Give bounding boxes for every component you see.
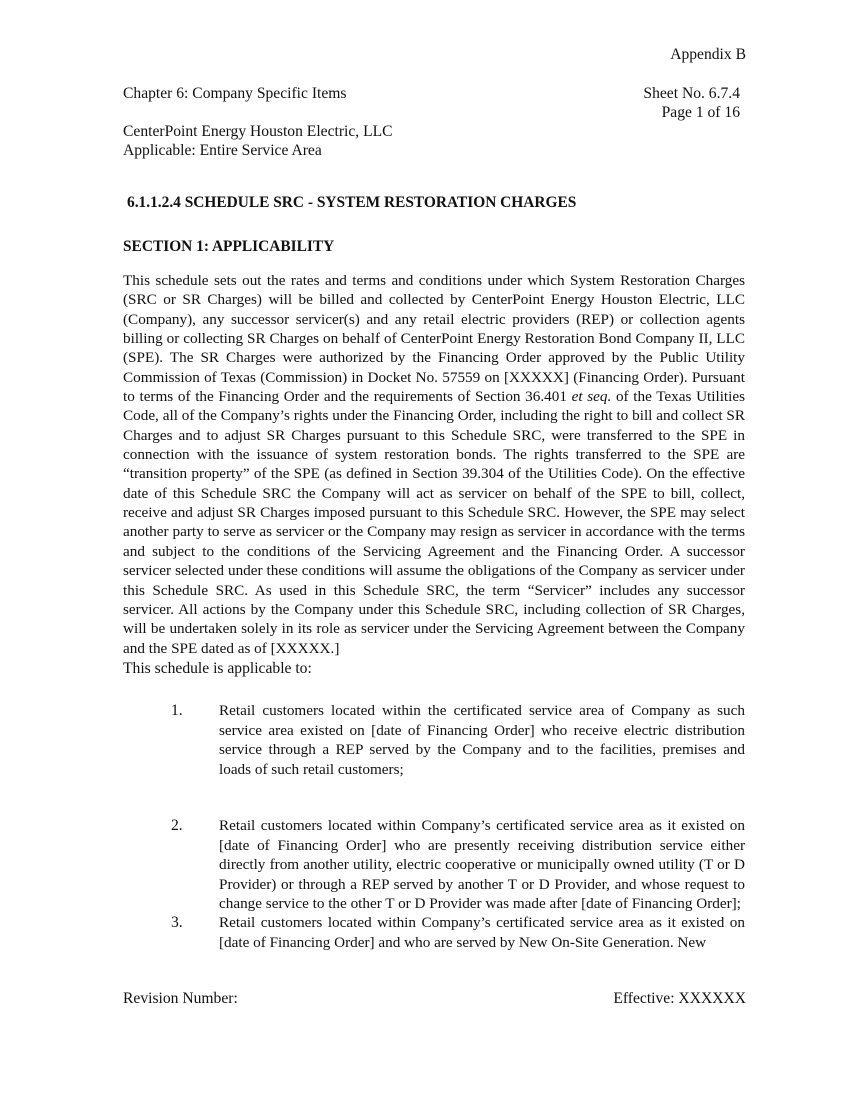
paragraph-italic-et-seq: et seq.	[571, 388, 612, 406]
list-item-number: 3.	[171, 914, 183, 931]
applicable-area: Applicable: Entire Service Area	[123, 142, 322, 160]
chapter-title: Chapter 6: Company Specific Items	[123, 85, 347, 102]
list-item-number: 1.	[171, 702, 183, 719]
paragraph-text-part-1: This schedule sets out the rates and terms and conditions under which System Restoration Charges (SRC or SR Charges) will be billed and collected by CenterPoint Energy Houston Electric, LLC (Company), any successor servicer(s) and any retail electric providers (REP) or collection agents billing or collecting SR Charges on behalf of CenterPoint Energy Restoration Bond Company II, LLC (SPE). The SR Charges were authorized by the Financing Order approved by the Public Utility Commission of Texas (Commission) in Docket No. 57559 on [XXXXX] (Financing Order). Pursuant to terms of the Financing Order and the requirements of Section 36.401	[123, 272, 745, 406]
list-item-text: Retail customers located within Company’s certificated service area as it existed on [date of Financing Order] and who are served by New On-Site Generation. New	[219, 914, 745, 951]
section-heading: SECTION 1: APPLICABILITY	[123, 238, 335, 255]
revision-number: Revision Number:	[123, 990, 238, 1007]
sheet-info	[580, 84, 740, 123]
list-item-number: 2.	[171, 817, 183, 834]
list-item-text: Retail customers located within Company’s certificated service area as it existed on [date of Financing Order] who are presently receiving distribution service either directly from another utility, electric cooperative or municipally owned utility (T or D Provider) or through a REP served by another T or D Provider, and whose request to change service to the other T or D Provider was made after [date of Financing Order];	[219, 817, 745, 913]
company-block	[123, 122, 393, 161]
sheet-number: Sheet No. 6.7.4	[643, 85, 740, 102]
schedule-heading: 6.1.1.2.4 SCHEDULE SRC - SYSTEM RESTORATION CHARGES	[127, 194, 577, 211]
page-number: Page 1 of 16	[661, 104, 740, 122]
list-item-text: Retail customers located within the certificated service area of Company as such service area existed on [date of Financing Order] who receive electric distribution service through a REP served by the Company and to the facilities, premises and loads of such retail customers;	[219, 702, 745, 778]
applicability-intro: This schedule is applicable to:	[123, 660, 312, 677]
paragraph-text-part-2: of the Texas Utilities Code, all of the Company’s rights under the Financing Order, including the right to bill and collect SR Charges and to adjust SR Charges pursuant to this Schedule SRC, were transferred to the SPE in connection with the issuance of system restoration bonds. The rights transferred to the SPE are “transition property” of the SPE (as defined in Section 39.304 of the Utilities Code). On the effective date of this Schedule SRC the Company will act as servicer on behalf of the SPE to bill, collect, receive and adjust SR Charges imposed pursuant to this Schedule SRC. However, the SPE may select another party to serve as servicer or the Company may resign as servicer in accordance with the terms and subject to the conditions of the Servicing Agreement and the Financing Order. A successor servicer selected under these conditions will assume the obligations of the Company as servicer under this Schedule SRC. As used in this Schedule SRC, the term “Servicer” includes any successor servicer. All actions by the Company under this Schedule SRC, including collection of SR Charges, will be undertaken solely in its role as servicer under the Servicing Agreement between the Company and the SPE dated as of [XXXXX.]	[123, 388, 746, 657]
appendix-label: Appendix B	[670, 46, 746, 63]
applicability-paragraph	[123, 271, 745, 658]
company-name: CenterPoint Energy Houston Electric, LLC	[123, 123, 393, 140]
effective-date: Effective: XXXXXX	[613, 990, 746, 1007]
